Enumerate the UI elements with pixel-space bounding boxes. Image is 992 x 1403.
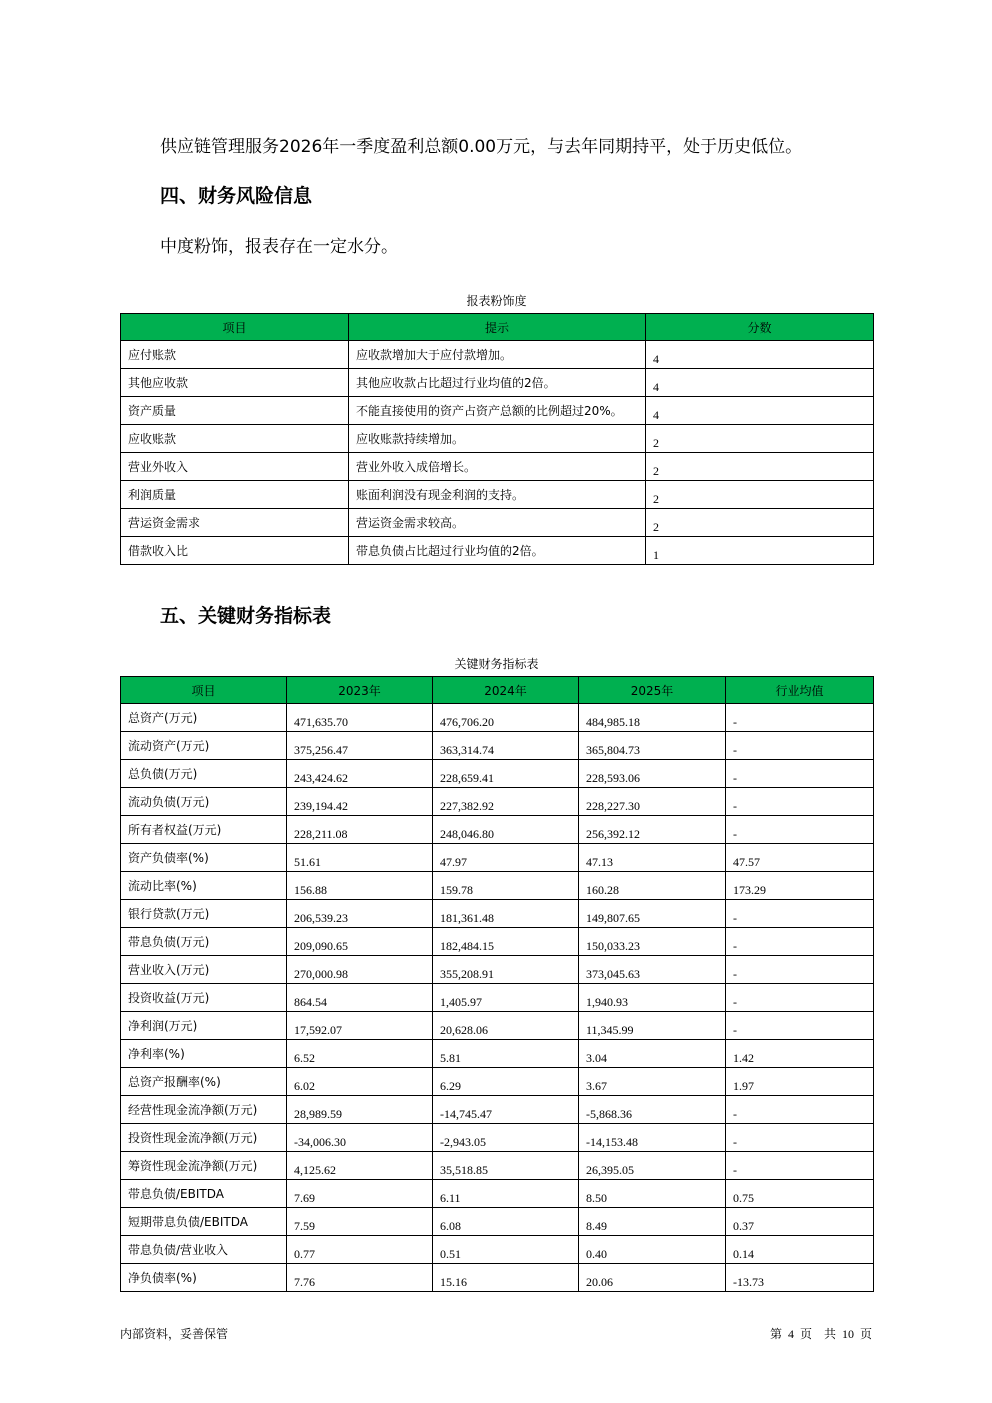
table-row: [121, 509, 874, 537]
table-cell: 3.04: [579, 1040, 726, 1068]
table-cell: 资产质量: [121, 397, 349, 425]
table-cell: 28,989.59: [287, 1096, 433, 1124]
table-cell: -: [726, 1012, 874, 1040]
table-row: [121, 341, 874, 369]
table-cell: 20.06: [579, 1264, 726, 1292]
table-cell: 营业收入(万元): [121, 956, 287, 984]
table-row: [121, 1124, 874, 1152]
table-cell: 26,395.05: [579, 1152, 726, 1180]
table-cell: 248,046.80: [433, 816, 579, 844]
table-cell: 所有者权益(万元): [121, 816, 287, 844]
table-cell: 228,211.08: [287, 816, 433, 844]
table-cell: -: [726, 1096, 874, 1124]
table-cell: 利润质量: [121, 481, 349, 509]
table-cell: 资产负债率(%): [121, 844, 287, 872]
table-cell: 7.76: [287, 1264, 433, 1292]
table-cell: 营运资金需求: [121, 509, 349, 537]
table-cell: 51.61: [287, 844, 433, 872]
table-cell: 4,125.62: [287, 1152, 433, 1180]
table-cell: 15.16: [433, 1264, 579, 1292]
table-cell: 159.78: [433, 872, 579, 900]
column-header: 行业均值: [726, 677, 874, 704]
table-cell: 1.97: [726, 1068, 874, 1096]
table-cell: 账面利润没有现金利润的支持。: [349, 481, 646, 509]
kpi-table: [120, 676, 874, 1292]
table-cell: 0.77: [287, 1236, 433, 1264]
table-cell: 7.59: [287, 1208, 433, 1236]
column-header: 2024年: [433, 677, 579, 704]
table-row: [121, 537, 874, 565]
table-cell: 182,484.15: [433, 928, 579, 956]
table-row: [121, 928, 874, 956]
section4-summary: 中度粉饰，报表存在一定水分。: [160, 237, 398, 257]
table-cell: 3.67: [579, 1068, 726, 1096]
table-cell: 投资性现金流净额(万元): [121, 1124, 287, 1152]
table-cell: 243,424.62: [287, 760, 433, 788]
table-cell: 35,518.85: [433, 1152, 579, 1180]
table-cell: 1.42: [726, 1040, 874, 1068]
table-cell: 4: [646, 369, 874, 397]
table-cell: 6.08: [433, 1208, 579, 1236]
table-cell: 总负债(万元): [121, 760, 287, 788]
table-cell: -2,943.05: [433, 1124, 579, 1152]
table-cell: 149,807.65: [579, 900, 726, 928]
table-cell: 5.81: [433, 1040, 579, 1068]
table-cell: 363,314.74: [433, 732, 579, 760]
footer-page-num: 4: [787, 1327, 794, 1341]
table-cell: -: [726, 984, 874, 1012]
table-cell: 带息负债/EBITDA: [121, 1180, 287, 1208]
table-cell: -: [726, 1124, 874, 1152]
footer-page-mid: 页 共: [799, 1327, 836, 1341]
table-cell: 355,208.91: [433, 956, 579, 984]
table-cell: -: [726, 760, 874, 788]
table-cell: 应付账款: [121, 341, 349, 369]
column-header: 2025年: [579, 677, 726, 704]
table-cell: 1,940.93: [579, 984, 726, 1012]
table-cell: 净利率(%): [121, 1040, 287, 1068]
table-row: [121, 1012, 874, 1040]
table-cell: 228,593.06: [579, 760, 726, 788]
table-cell: 6.11: [433, 1180, 579, 1208]
table-cell: 181,361.48: [433, 900, 579, 928]
table-cell: 流动负债(万元): [121, 788, 287, 816]
table-cell: -13.73: [726, 1264, 874, 1292]
table-cell: 0.75: [726, 1180, 874, 1208]
table-row: [121, 1152, 874, 1180]
table-row: [121, 704, 874, 732]
table-cell: 不能直接使用的资产占资产总额的比例超过20%。: [349, 397, 646, 425]
footer-confidential: 内部资料，妥善保管: [120, 1327, 229, 1341]
table-cell: 总资产报酬率(%): [121, 1068, 287, 1096]
table-row: [121, 984, 874, 1012]
table-row: [121, 453, 874, 481]
column-header: 2023年: [287, 677, 433, 704]
table-cell: 流动资产(万元): [121, 732, 287, 760]
table-cell: 短期带息负债/EBITDA: [121, 1208, 287, 1236]
table-row: [121, 760, 874, 788]
table-cell: 6.02: [287, 1068, 433, 1096]
table-cell: 256,392.12: [579, 816, 726, 844]
table-cell: 150,033.23: [579, 928, 726, 956]
table-cell: 11,345.99: [579, 1012, 726, 1040]
table-cell: 20,628.06: [433, 1012, 579, 1040]
footer-page-prefix: 第: [769, 1327, 782, 1341]
table-row: [121, 1096, 874, 1124]
table-cell: 总资产(万元): [121, 704, 287, 732]
intro-paragraph: 供应链管理服务2026年一季度盈利总额0.00万元，与去年同期持平，处于历史低位。: [160, 137, 803, 157]
table-cell: -: [726, 816, 874, 844]
table-cell: 365,804.73: [579, 732, 726, 760]
table-cell: 8.49: [579, 1208, 726, 1236]
table-row: [121, 900, 874, 928]
table-cell: 营运资金需求较高。: [349, 509, 646, 537]
table-cell: 484,985.18: [579, 704, 726, 732]
table-cell: 228,227.30: [579, 788, 726, 816]
table-cell: 270,000.98: [287, 956, 433, 984]
table-cell: -14,745.47: [433, 1096, 579, 1124]
table-cell: -5,868.36: [579, 1096, 726, 1124]
table-cell: -: [726, 928, 874, 956]
table-row: [121, 1264, 874, 1292]
table-cell: 0.40: [579, 1236, 726, 1264]
table-cell: 471,635.70: [287, 704, 433, 732]
table-cell: 2: [646, 453, 874, 481]
table-cell: 营业外收入成倍增长。: [349, 453, 646, 481]
section5-heading: 五、关键财务指标表: [160, 605, 332, 627]
column-header: 提示: [349, 314, 646, 341]
table-row: [121, 788, 874, 816]
table-cell: 应收账款: [121, 425, 349, 453]
table-row: [121, 369, 874, 397]
table-cell: 应收账款持续增加。: [349, 425, 646, 453]
table-cell: 476,706.20: [433, 704, 579, 732]
table-cell: 373,045.63: [579, 956, 726, 984]
table-cell: -: [726, 788, 874, 816]
table-cell: 1,405.97: [433, 984, 579, 1012]
table-cell: 流动比率(%): [121, 872, 287, 900]
footer-page-number: [770, 1325, 872, 1342]
column-header: 项目: [121, 314, 349, 341]
table-cell: 0.37: [726, 1208, 874, 1236]
table-cell: 营业外收入: [121, 453, 349, 481]
table-cell: 228,659.41: [433, 760, 579, 788]
table-row: [121, 481, 874, 509]
column-header: 分数: [646, 314, 874, 341]
table-cell: 17,592.07: [287, 1012, 433, 1040]
table-cell: 带息负债(万元): [121, 928, 287, 956]
table-row: [121, 1068, 874, 1096]
section4-heading: 四、财务风险信息: [160, 185, 313, 207]
table-cell: 239,194.42: [287, 788, 433, 816]
table-cell: 其他应收款占比超过行业均值的2倍。: [349, 369, 646, 397]
table-row: [121, 956, 874, 984]
table-cell: 156.88: [287, 872, 433, 900]
risk-table-caption: 报表粉饰度: [466, 294, 527, 308]
table-cell: 227,382.92: [433, 788, 579, 816]
table-row: [121, 872, 874, 900]
table-row: [121, 1040, 874, 1068]
table-cell: -: [726, 900, 874, 928]
table-cell: 1: [646, 537, 874, 565]
table-cell: 47.97: [433, 844, 579, 872]
table-cell: 筹资性现金流净额(万元): [121, 1152, 287, 1180]
table-cell: 净利润(万元): [121, 1012, 287, 1040]
table-row: [121, 1180, 874, 1208]
table-cell: 160.28: [579, 872, 726, 900]
table-cell: -14,153.48: [579, 1124, 726, 1152]
footer-total-pages: 10: [841, 1327, 854, 1341]
table-cell: -: [726, 956, 874, 984]
footer-page-suffix: 页: [859, 1327, 872, 1341]
table-cell: 借款收入比: [121, 537, 349, 565]
table-cell: 净负债率(%): [121, 1264, 287, 1292]
table-row: [121, 397, 874, 425]
table-cell: 应收款增加大于应付款增加。: [349, 341, 646, 369]
table-row: [121, 425, 874, 453]
table-row: [121, 1236, 874, 1264]
table-cell: 864.54: [287, 984, 433, 1012]
kpi-table-caption: 关键财务指标表: [454, 657, 539, 671]
table-cell: 8.50: [579, 1180, 726, 1208]
table-cell: 4: [646, 341, 874, 369]
table-cell: 7.69: [287, 1180, 433, 1208]
table-cell: 0.51: [433, 1236, 579, 1264]
table-cell: -: [726, 732, 874, 760]
table-row: [121, 732, 874, 760]
table-cell: 6.29: [433, 1068, 579, 1096]
table-cell: 2: [646, 425, 874, 453]
table-row: [121, 1208, 874, 1236]
risk-table: [120, 313, 874, 565]
table-cell: 经营性现金流净额(万元): [121, 1096, 287, 1124]
table-cell: -: [726, 704, 874, 732]
table-cell: 47.13: [579, 844, 726, 872]
table-cell: -: [726, 1152, 874, 1180]
table-cell: 173.29: [726, 872, 874, 900]
column-header: 项目: [121, 677, 287, 704]
table-cell: 投资收益(万元): [121, 984, 287, 1012]
table-cell: 47.57: [726, 844, 874, 872]
table-row: [121, 844, 874, 872]
table-row: [121, 816, 874, 844]
table-cell: 银行贷款(万元): [121, 900, 287, 928]
table-cell: 其他应收款: [121, 369, 349, 397]
table-cell: 2: [646, 481, 874, 509]
table-cell: -34,006.30: [287, 1124, 433, 1152]
table-cell: 209,090.65: [287, 928, 433, 956]
table-cell: 6.52: [287, 1040, 433, 1068]
table-cell: 2: [646, 509, 874, 537]
table-cell: 0.14: [726, 1236, 874, 1264]
table-cell: 带息负债/营业收入: [121, 1236, 287, 1264]
table-cell: 206,539.23: [287, 900, 433, 928]
table-cell: 带息负债占比超过行业均值的2倍。: [349, 537, 646, 565]
table-cell: 4: [646, 397, 874, 425]
table-cell: 375,256.47: [287, 732, 433, 760]
